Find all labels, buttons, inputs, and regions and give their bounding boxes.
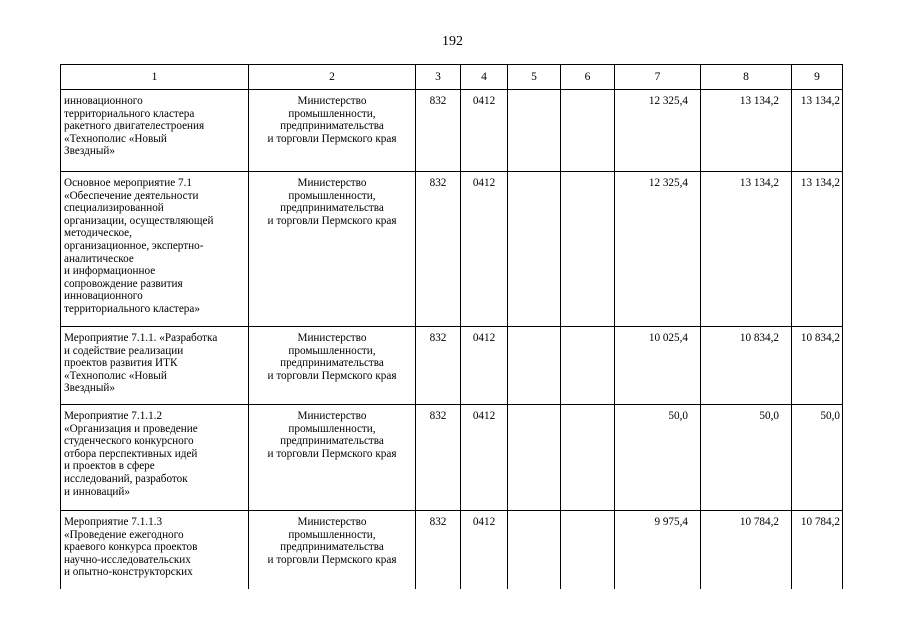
section-code-cell: 0412 xyxy=(461,405,508,511)
amount-cell: 50,0 xyxy=(615,405,701,511)
empty-cell xyxy=(561,90,615,172)
amount-cell: 50,0 xyxy=(701,405,792,511)
ministry-cell: Министерство промышленности, предпринимательства и торговли Пермского края xyxy=(249,90,416,172)
header-cell: 8 xyxy=(701,65,792,90)
ministry-cell: Министерство промышленности, предпринимательства и торговли Пермского края xyxy=(249,327,416,405)
code-cell: 832 xyxy=(416,327,461,405)
empty-cell xyxy=(508,511,561,589)
empty-cell xyxy=(561,405,615,511)
table-header-row xyxy=(61,65,843,90)
page-number: 192 xyxy=(442,34,463,49)
header-cell: 2 xyxy=(249,65,416,90)
amount-cell: 13 134,2 xyxy=(792,172,843,327)
amount-cell: 13 134,2 xyxy=(701,90,792,172)
empty-cell xyxy=(508,405,561,511)
amount-cell: 10 025,4 xyxy=(615,327,701,405)
ministry-cell: Министерство промышленности, предпринимательства и торговли Пермского края xyxy=(249,511,416,589)
code-cell: 832 xyxy=(416,405,461,511)
empty-cell xyxy=(508,172,561,327)
empty-cell xyxy=(508,327,561,405)
header-cell: 5 xyxy=(508,65,561,90)
activity-name-cell: Мероприятие 7.1.1.2 «Организация и проведение студенческого конкурсного отбора перспективных идей и проектов в сфере исследований, разработок и инноваций» xyxy=(61,405,249,511)
header-cell: 1 xyxy=(61,65,249,90)
code-cell: 832 xyxy=(416,172,461,327)
empty-cell xyxy=(561,172,615,327)
empty-cell xyxy=(561,327,615,405)
amount-cell: 10 834,2 xyxy=(792,327,843,405)
activity-name-cell: инновационного территориального кластера ракетного двигателестроения «Технополис «Новый Звездный» xyxy=(61,90,249,172)
ministry-cell: Министерство промышленности, предпринимательства и торговли Пермского края xyxy=(249,172,416,327)
empty-cell xyxy=(508,90,561,172)
table-row xyxy=(61,172,843,327)
amount-cell: 9 975,4 xyxy=(615,511,701,589)
section-code-cell: 0412 xyxy=(461,172,508,327)
ministry-cell: Министерство промышленности, предпринимательства и торговли Пермского края xyxy=(249,405,416,511)
section-code-cell: 0412 xyxy=(461,327,508,405)
amount-cell: 10 834,2 xyxy=(701,327,792,405)
budget-table xyxy=(60,64,843,589)
amount-cell: 50,0 xyxy=(792,405,843,511)
header-cell: 4 xyxy=(461,65,508,90)
empty-cell xyxy=(561,511,615,589)
activity-name-cell: Мероприятие 7.1.1.3 «Проведение ежегодного краевого конкурса проектов научно-исследовательских и опытно-конструкторских xyxy=(61,511,249,589)
amount-cell: 13 134,2 xyxy=(701,172,792,327)
header-cell: 9 xyxy=(792,65,843,90)
table-row xyxy=(61,405,843,511)
header-cell: 6 xyxy=(561,65,615,90)
activity-name-cell: Мероприятие 7.1.1. «Разработка и содействие реализации проектов развития ИТК «Технополис «Новый Звездный» xyxy=(61,327,249,405)
header-cell: 3 xyxy=(416,65,461,90)
section-code-cell: 0412 xyxy=(461,511,508,589)
header-cell: 7 xyxy=(615,65,701,90)
table-row xyxy=(61,90,843,172)
code-cell: 832 xyxy=(416,90,461,172)
code-cell: 832 xyxy=(416,511,461,589)
amount-cell: 12 325,4 xyxy=(615,90,701,172)
amount-cell: 12 325,4 xyxy=(615,172,701,327)
table-row xyxy=(61,327,843,405)
amount-cell: 13 134,2 xyxy=(792,90,843,172)
activity-name-cell: Основное мероприятие 7.1 «Обеспечение деятельности специализированной организации, осуществляющей методическое, организационное, экспертно- аналитическое и информационное сопровождение развития инновационного территориального кластера» xyxy=(61,172,249,327)
amount-cell: 10 784,2 xyxy=(701,511,792,589)
table-row xyxy=(61,511,843,589)
section-code-cell: 0412 xyxy=(461,90,508,172)
amount-cell: 10 784,2 xyxy=(792,511,843,589)
